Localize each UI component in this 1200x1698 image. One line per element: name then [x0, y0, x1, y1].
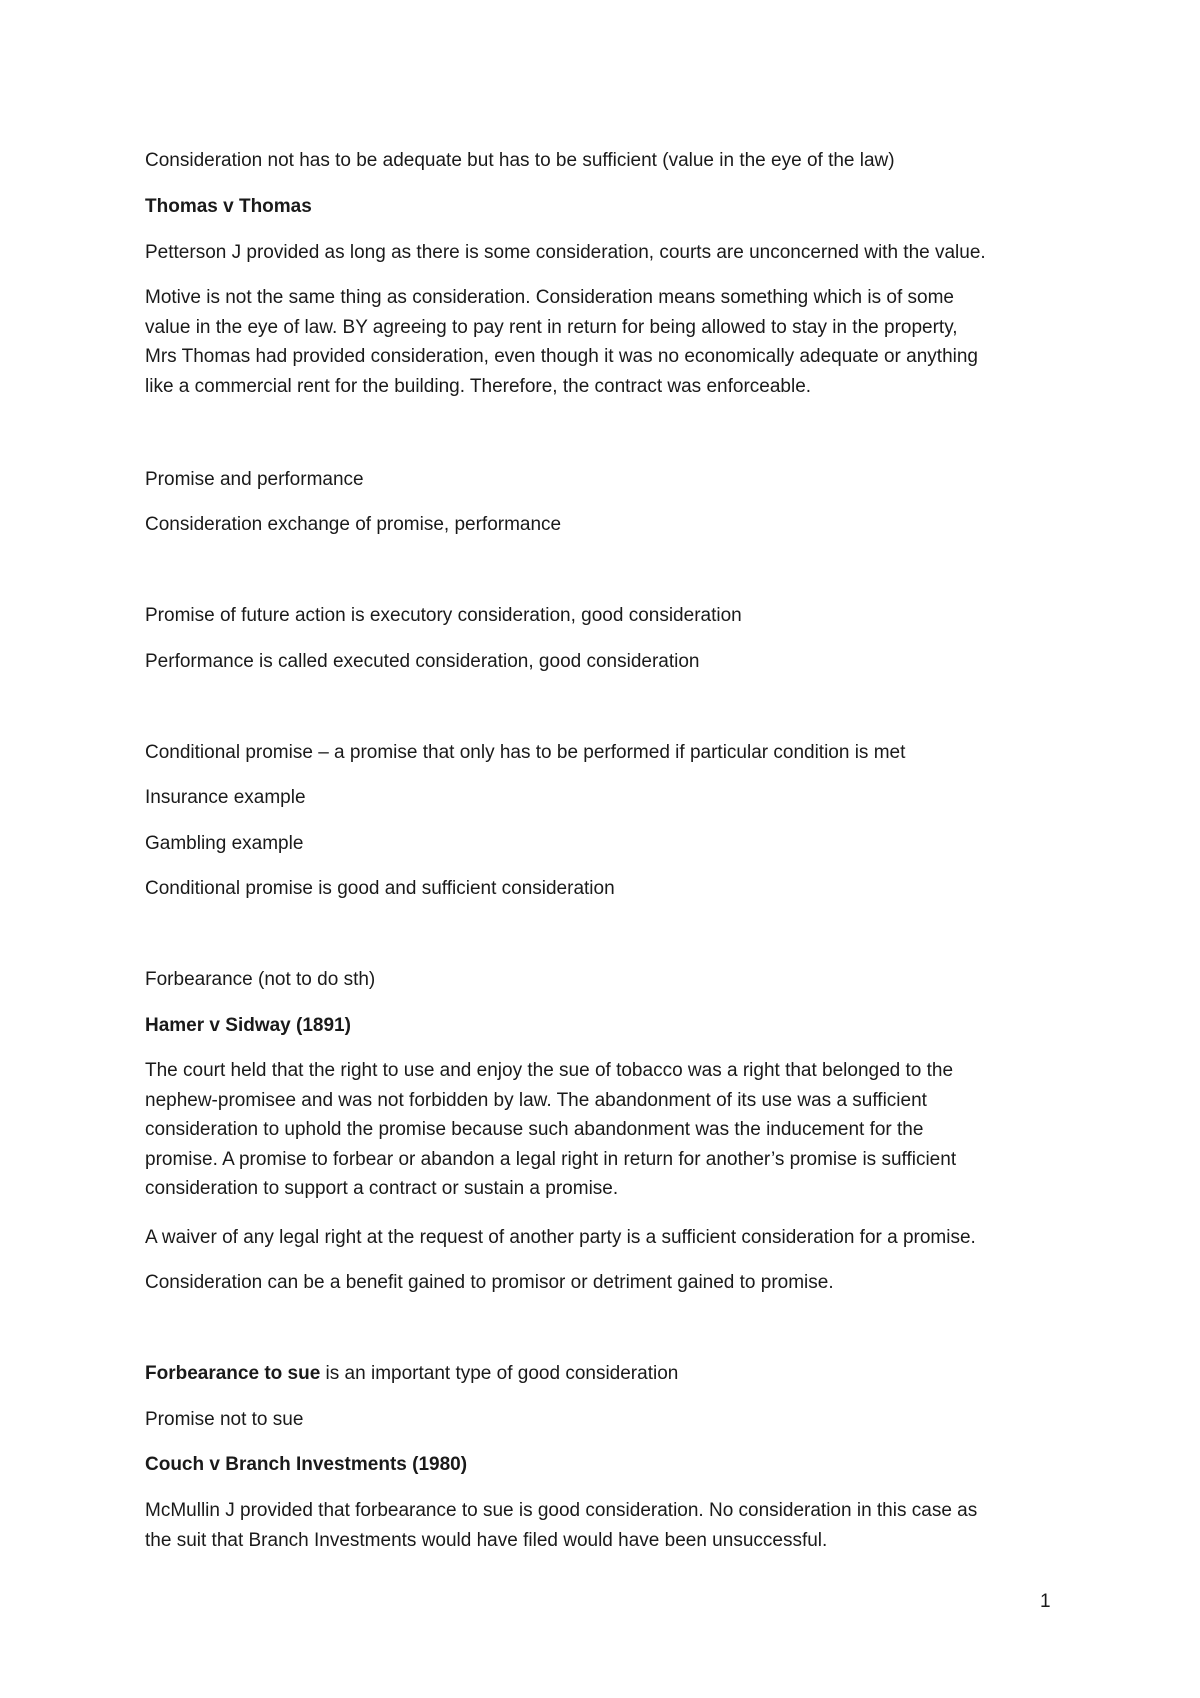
text-line: Petterson J provided as long as there is some consideration, courts are unconcerned with the value.	[145, 242, 986, 263]
text-line: Conditional promise is good and sufficient consideration	[145, 878, 615, 899]
text-continuation: is an important type of good consideration	[320, 1363, 679, 1384]
text-line: Promise not to sue	[145, 1409, 304, 1430]
text-line: Promise of future action is executory consideration, good consideration	[145, 605, 742, 626]
paragraph-line: nephew-promisee and was not forbidden by law. The abandonment of its use was a sufficient	[145, 1089, 927, 1111]
text-line: Consideration can be a benefit gained to promisor or detriment gained to promise.	[145, 1272, 834, 1293]
case-heading: Hamer v Sidway (1891)	[145, 1015, 351, 1036]
paragraph-line: consideration to uphold the promise because such abandonment was the inducement for the	[145, 1119, 924, 1140]
paragraph-line: McMullin J provided that forbearance to sue is good consideration. No consideration in this case as	[145, 1500, 978, 1521]
text-line: A waiver of any legal right at the request of another party is a sufficient consideration for a promise.	[145, 1227, 976, 1248]
page-number: 1	[1040, 1591, 1051, 1612]
text-line: Insurance example	[145, 787, 306, 808]
paragraph-line: value in the eye of law. BY agreeing to pay rent in return for being allowed to stay in the property,	[145, 316, 958, 338]
text-line: Performance is called executed consideration, good consideration	[145, 651, 700, 672]
case-heading: Thomas v Thomas	[145, 196, 312, 217]
section-heading: Conditional promise – a promise that only has to be performed if particular condition is met	[145, 742, 906, 763]
section-heading	[145, 1359, 1065, 1389]
text-line: Consideration exchange of promise, performance	[145, 514, 562, 535]
text-line: Consideration not has to be adequate but has to be sufficient (value in the eye of the law)	[145, 150, 895, 171]
bold-term: Forbearance to sue	[145, 1363, 321, 1384]
section-heading: Promise and performance	[145, 469, 364, 490]
section-heading: Forbearance (not to do sth)	[145, 969, 376, 990]
text-line: Gambling example	[145, 833, 304, 854]
paragraph-line: the suit that Branch Investments would have filed would have been unsuccessful.	[145, 1529, 828, 1551]
paragraph	[145, 1056, 1065, 1204]
paragraph	[145, 1496, 1065, 1555]
paragraph-line: Motive is not the same thing as consideration. Consideration means something which is of some	[145, 287, 954, 308]
case-heading: Couch v Branch Investments (1980)	[145, 1454, 468, 1475]
paragraph-line: promise. A promise to forbear or abandon a legal right in return for another’s promise is sufficient	[145, 1148, 957, 1170]
paragraph-line: The court held that the right to use and enjoy the sue of tobacco was a right that belonged to the	[145, 1060, 954, 1081]
paragraph-line: consideration to support a contract or sustain a promise.	[145, 1178, 619, 1199]
paragraph-line: like a commercial rent for the building. Therefore, the contract was enforceable.	[145, 375, 812, 397]
paragraph	[145, 283, 1065, 401]
paragraph-line: Mrs Thomas had provided consideration, even though it was no economically adequate or anything	[145, 346, 978, 367]
